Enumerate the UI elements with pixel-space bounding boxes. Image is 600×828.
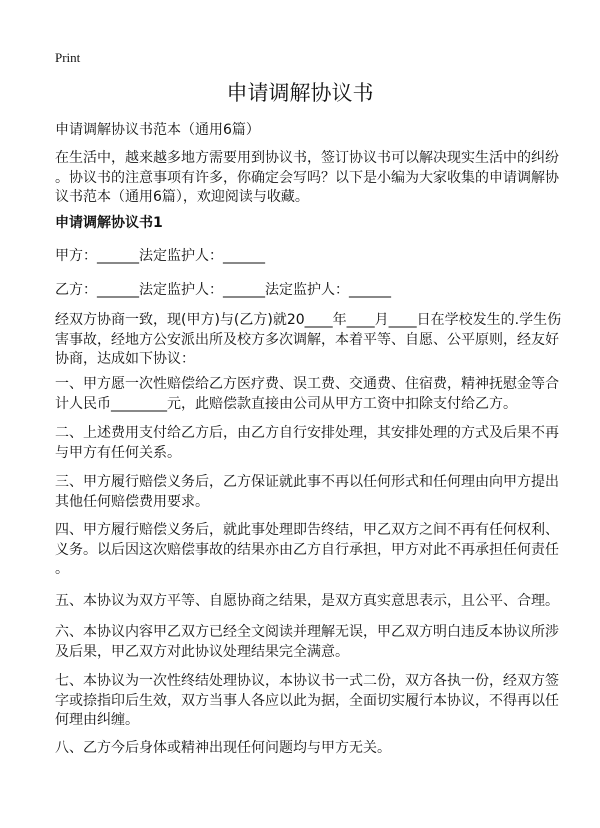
text-line: 协商，达成如下协议： [55, 351, 195, 367]
text-line: 字或捺指印后生效，双方当事人各应以此为据，全面切实履行本协议，不得再以任 [55, 692, 559, 709]
clause-3 [55, 473, 559, 512]
text-line: 五、本协议为双方平等、自愿协商之结果，是双方真实意思表示，且公平、合理。 [55, 593, 559, 609]
text-line: 。协议书的注意事项有许多，你确定会写吗？以下是小编为大家收集的申请调解协 [55, 169, 559, 186]
party-b-line: 乙方：______法定监护人：______法定监护人：______ [55, 282, 391, 298]
clause-1 [55, 375, 559, 414]
text-line: 在生活中，越来越多地方需要用到协议书，签订协议书可以解决现实生活中的纠纷 [55, 150, 559, 166]
text-line: 害事故，经地方公安派出所及校方多次调解，本着平等、自愿、公平原则，经友好 [55, 331, 559, 348]
document-subtitle: 申请调解协议书范本（通用6篇） [55, 122, 260, 138]
text-line: 计人民币________元，此赔偿款直接由公司从甲方工资中扣除支付给乙方。 [55, 395, 517, 412]
print-link[interactable]: Print [55, 50, 81, 65]
text-line: 七、本协议为一次性终结处理协议，本协议书一式二份，双方各执一份，经双方签 [55, 673, 559, 689]
text-line: 二、上述费用支付给乙方后，由乙方自行安排处理，其安排处理的方式及后果不再 [55, 425, 559, 441]
text-line: 经双方协商一致，现(甲方)与(乙方)就20____年____月____日在学校发生的.学生伤 [55, 312, 562, 328]
section-heading: 申请调解协议书1 [55, 215, 163, 231]
text-line: 议书范本（通用6篇），欢迎阅读与收藏。 [55, 189, 309, 205]
text-line: 义务。以后因这次赔偿事故的结果亦由乙方自行承担，甲方对此不再承担任何责任 [55, 541, 559, 558]
text-line: 八、乙方今后身体或精神出现任何问题均与甲方无关。 [55, 740, 391, 756]
clause-2 [55, 424, 559, 463]
text-line: 及后果，甲乙双方对此协议处理结果完全满意。 [55, 643, 349, 660]
text-line: 四、甲方履行赔偿义务后，就此事处理即告终结，甲乙双方之间不再有任何权利、 [55, 522, 559, 538]
text-line: 三、甲方履行赔偿义务后，乙方保证就此事不再以任何形式和任何理由向甲方提出 [55, 474, 559, 490]
intro-paragraph [55, 149, 559, 208]
document-title: 申请调解协议书 [226, 81, 374, 105]
text-line: 。 [55, 561, 69, 577]
clause-4 [55, 521, 559, 580]
party-a-line: 甲方：______法定监护人：______ [55, 248, 265, 264]
clause-8 [55, 739, 555, 759]
agreement-preamble [55, 311, 562, 370]
clause-7 [55, 672, 559, 731]
clause-5 [55, 592, 559, 612]
text-line: 其他任何赔偿费用要求。 [55, 493, 209, 510]
text-line: 一、甲方愿一次性赔偿给乙方医疗费、误工费、交通费、住宿费，精神抚慰金等合 [55, 376, 559, 392]
text-line: 六、本协议内容甲乙双方已经全文阅读并理解无误，甲乙双方明白违反本协议所涉 [55, 624, 559, 640]
text-line: 与甲方有任何关系。 [55, 444, 181, 461]
text-line: 何理由纠缠。 [55, 712, 139, 728]
clause-6 [55, 623, 559, 662]
